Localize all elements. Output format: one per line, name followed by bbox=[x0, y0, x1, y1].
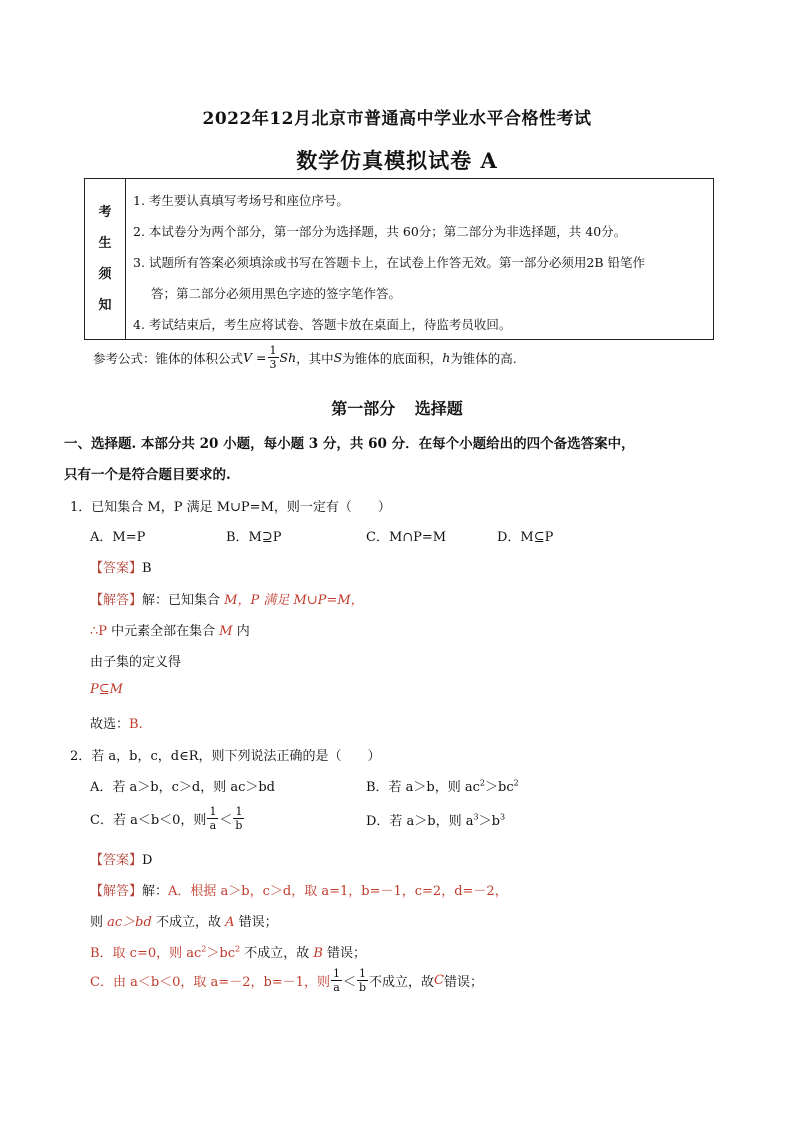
answer-value: D bbox=[142, 853, 153, 868]
solution-text-red: B. bbox=[129, 717, 143, 732]
instructions-line: 只有一个是符合题目要求的. bbox=[64, 467, 231, 483]
solution-text-red: M bbox=[219, 624, 233, 639]
solution-text: 错误； bbox=[443, 975, 483, 990]
answer-label: 【答案】 bbox=[90, 561, 143, 576]
solution-text: 不成立，故 bbox=[240, 946, 314, 961]
solution-label: 【解答】 bbox=[90, 593, 143, 608]
option-sup: 3 bbox=[473, 812, 479, 822]
solution-text: 不成立，故 bbox=[368, 975, 434, 990]
q1-answer bbox=[90, 557, 152, 576]
q2-solution-line bbox=[90, 880, 508, 899]
solution-text: 则 bbox=[90, 915, 108, 930]
solution-text: 解：已知集合 bbox=[142, 593, 225, 608]
solution-text-red: ＞bc bbox=[206, 946, 235, 961]
notice-item: 4. 考试结束后，考生应将试卷、答题卡放在桌面上，待监考员收回。 bbox=[133, 317, 512, 332]
section-title: 第一部分 选择题 bbox=[331, 399, 463, 418]
q2-solution-line bbox=[90, 911, 278, 930]
answer-value: B bbox=[142, 561, 152, 576]
solution-text: 解： bbox=[142, 884, 169, 899]
solution-text-red: C．由 a＜b＜0，取 a=－2，b=－1，则 bbox=[90, 975, 330, 990]
question-2-stem: 2．若 a，b，c，d∈R，则下列说法正确的是（ ） bbox=[70, 749, 381, 764]
solution-sup: 2 bbox=[201, 944, 207, 954]
fraction-numerator: 1 bbox=[358, 967, 366, 980]
notice-item: 2. 本试卷分为两个部分，第一部分为选择题，共 60分；第二部分为非选择题，共 40分。 bbox=[133, 224, 627, 239]
option-text: B．若 a＞b，则 ac bbox=[366, 780, 480, 795]
answer-label: 【答案】 bbox=[90, 853, 143, 868]
formula-prefix: 参考公式：锥体的体积公式 bbox=[93, 350, 244, 366]
option-sup: 3 bbox=[499, 812, 506, 822]
solution-text: ＜ bbox=[342, 975, 356, 990]
instructions-line: 一、选择题. 本部分共 20 小题，每小题 3 分，共 60 分．在每个小题给出的四个备选答案中， bbox=[64, 436, 635, 452]
solution-label: 【解答】 bbox=[90, 884, 143, 899]
q2-option-b bbox=[366, 776, 519, 795]
formula-rhs: Sh bbox=[279, 350, 297, 365]
formula-fraction bbox=[268, 345, 279, 370]
candidate-notice-box bbox=[84, 178, 714, 340]
solution-text-red: C bbox=[434, 973, 444, 988]
fraction-denominator: b bbox=[358, 981, 366, 994]
fraction-one-over-b bbox=[357, 968, 368, 993]
q2-solution-line bbox=[90, 942, 366, 961]
notice-items bbox=[133, 185, 707, 340]
q1-option-a: A．M=P bbox=[90, 530, 146, 545]
exam-title: 2022年12月北京市普通高中学业水平合格性考试 bbox=[202, 109, 592, 129]
notice-item: 答；第二部分必须用黑色字迹的签字笔作答。 bbox=[151, 286, 402, 301]
option-text: ＞bc bbox=[485, 780, 514, 795]
q1-option-c: C．M∩P=M bbox=[366, 530, 447, 545]
solution-text-red: B bbox=[313, 946, 323, 961]
notice-side-char: 知 bbox=[98, 298, 112, 313]
solution-text-red: B．取 c=0，则 ac bbox=[90, 946, 202, 961]
formula-suffix: ，其中 bbox=[296, 350, 334, 366]
q2-option-d bbox=[366, 810, 505, 829]
question-1-stem: 1．已知集合 M，P 满足 M∪P=M，则一定有（ ） bbox=[70, 500, 391, 515]
fraction-denominator: a bbox=[333, 981, 340, 994]
solution-sup: 2 bbox=[235, 944, 241, 954]
option-text: D．若 a＞b，则 a bbox=[366, 814, 474, 829]
q1-solution-line: 由子集的定义得 bbox=[90, 655, 182, 670]
solution-text-red: ∴P bbox=[90, 624, 108, 639]
q1-option-b: B．M⊇P bbox=[226, 530, 282, 545]
reference-formula bbox=[93, 345, 517, 370]
option-text: C．若 a＜b＜0，则 bbox=[90, 813, 207, 828]
option-sup: 2 bbox=[513, 778, 519, 788]
option-sup: 2 bbox=[479, 778, 486, 788]
q1-solution-line bbox=[90, 589, 364, 608]
formula-suffix: 为锥体的底面积， bbox=[342, 350, 443, 366]
formula-suffix: 为锥体的高. bbox=[450, 350, 517, 366]
notice-side-char: 考 bbox=[98, 205, 112, 220]
exam-subtitle: 数学仿真模拟试卷 A bbox=[296, 148, 498, 173]
q1-solution-line bbox=[90, 713, 143, 732]
notice-item: 1. 考生要认真填写考场号和座位序号。 bbox=[133, 193, 349, 208]
solution-text-red: ac＞bd bbox=[107, 915, 152, 930]
notice-side-char: 生 bbox=[98, 236, 112, 251]
solution-text: 错误； bbox=[322, 946, 367, 961]
notice-item: 3. 试题所有答案必须填涂或书写在答题卡上，在试卷上作答无效。第一部分必须用2B 铅笔作 bbox=[133, 255, 646, 270]
solution-text: 错误； bbox=[234, 915, 278, 930]
solution-text-red: M，P 满足 M∪P=M， bbox=[224, 593, 364, 608]
solution-text: 中元素全部在集合 bbox=[107, 624, 220, 639]
notice-side-label bbox=[85, 179, 126, 339]
solution-text: 不成立，故 bbox=[151, 915, 226, 930]
option-text: ＞b bbox=[478, 814, 500, 829]
q1-solution-line bbox=[90, 620, 250, 639]
formula-symbol-h: h bbox=[442, 350, 451, 365]
notice-side-char: 须 bbox=[98, 267, 112, 282]
formula-symbol-s: S bbox=[333, 350, 343, 365]
fraction-denominator: 3 bbox=[269, 358, 277, 371]
q2-option-c bbox=[90, 806, 245, 831]
formula-lhs: V = bbox=[243, 350, 267, 365]
q2-option-a: A．若 a＞b，c＞d，则 ac＞bd bbox=[90, 780, 276, 795]
q1-option-d: D．M⊆P bbox=[497, 530, 554, 545]
fraction-numerator: 1 bbox=[269, 344, 277, 357]
fraction-numerator: 1 bbox=[332, 967, 340, 980]
option-text: ＜ bbox=[219, 813, 233, 828]
solution-text-red: A bbox=[225, 915, 235, 930]
solution-text: 内 bbox=[232, 624, 250, 639]
fraction-denominator: a bbox=[209, 819, 217, 832]
solution-text: 故选： bbox=[90, 717, 130, 732]
fraction-denominator: b bbox=[235, 819, 243, 832]
fraction-one-over-a bbox=[331, 968, 342, 993]
solution-text-red: A．根据 a＞b，c＞d，取 a=1，b=－1，c=2，d=－2， bbox=[168, 884, 508, 899]
q2-solution-line bbox=[90, 968, 483, 993]
fraction-one-over-b bbox=[233, 806, 244, 831]
fraction-numerator: 1 bbox=[209, 805, 217, 818]
fraction-numerator: 1 bbox=[235, 805, 243, 818]
fraction-one-over-a bbox=[207, 806, 218, 831]
q1-solution-line: P⊆M bbox=[90, 682, 123, 697]
q2-answer bbox=[90, 849, 152, 868]
